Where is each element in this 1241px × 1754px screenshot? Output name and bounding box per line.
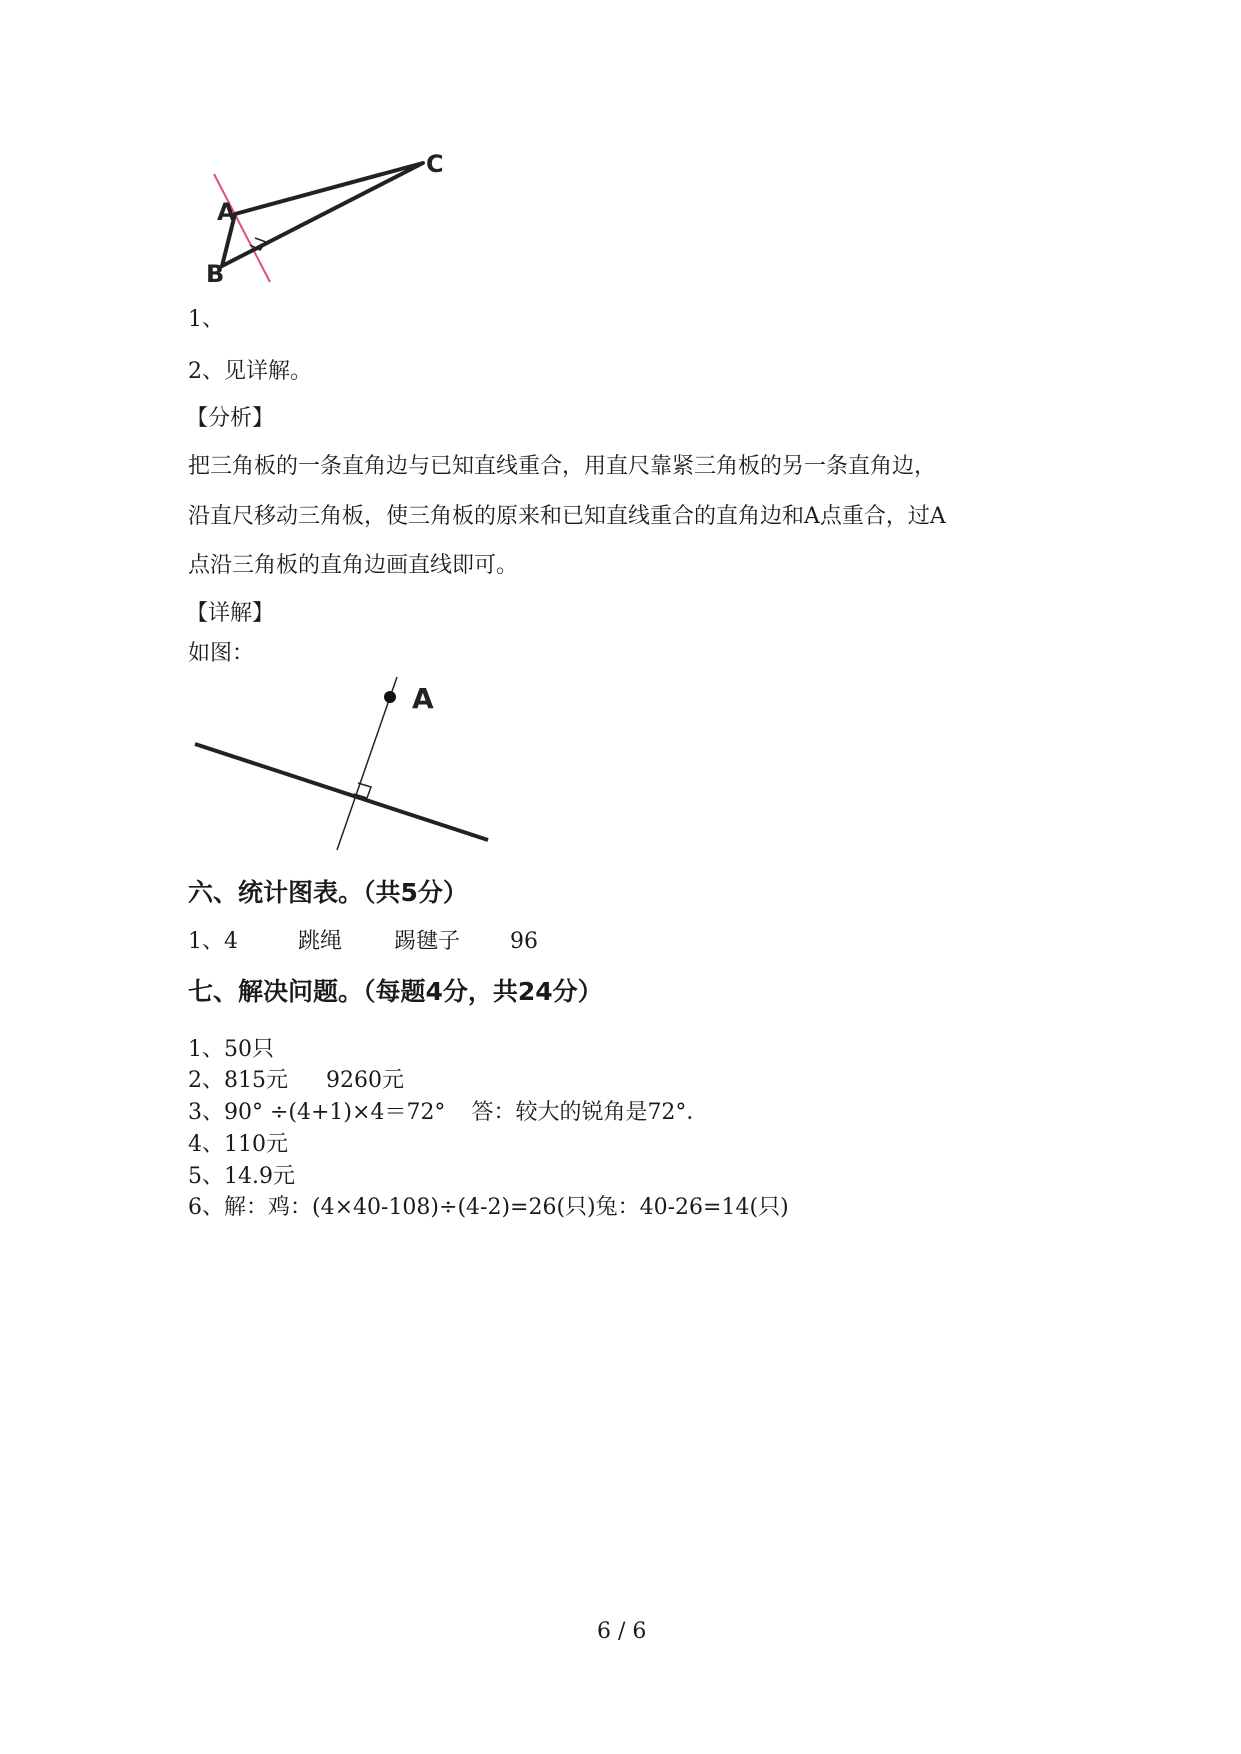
label-b: B [206,260,225,288]
answer-number: 1、4 [188,929,238,954]
answer-4: 4、110元 [188,1132,288,1157]
answer-3 [188,1099,708,1127]
answer-5: 5、14.9元 [188,1164,295,1189]
triangle-abc [222,163,423,266]
perpendicular-figure [190,672,510,852]
given-line [195,744,488,840]
answer-3-part-2: 答：较大的锐角是72°． [471,1100,709,1125]
triangle-figure [200,150,500,310]
page-number: 6 / 6 [597,1619,647,1644]
answer-b: 踢毽子 [394,929,461,954]
analysis-title: 【分析】 [186,406,275,431]
q2-number: 2、见详解。 [188,359,312,384]
label-c: C [426,150,444,178]
answer-a: 跳绳 [298,929,343,954]
answer-1: 1、50只 [188,1037,274,1062]
section-6-answer [188,928,538,956]
detail-intro: 如图： [188,641,255,666]
answer-c: 96 [510,929,539,954]
q1-number: 1、 [188,307,224,332]
detail-title: 【详解】 [186,601,275,626]
label-a: A [217,198,236,226]
answer-3-part-1: 3、90° ÷(4+1)×4＝72° [188,1100,446,1125]
analysis-line-1: 把三角板的一条直角边与已知直线重合，用直尺靠紧三角板的另一条直角边， [188,454,937,479]
answer-2 [188,1067,404,1095]
section-6-title: 六、统计图表。（共5分） [188,878,468,907]
analysis-line-3: 点沿三角板的直角边画直线即可。 [188,553,519,578]
section-7-title: 七、解决问题。（每题4分，共24分） [188,977,603,1006]
point-a [384,691,396,703]
label-a: A [412,682,434,715]
answer-2-part-1: 2、815元 [188,1068,288,1093]
answer-6: 6、解：鸡：(4×40-108)÷(4-2)=26(只)兔：40-26=14(只) [188,1195,789,1220]
analysis-line-2: 沿直尺移动三角板，使三角板的原来和已知直线重合的直角边和A点重合，过A [188,504,946,529]
perpendicular-line [337,677,397,850]
answer-2-part-2: 9260元 [326,1068,404,1093]
